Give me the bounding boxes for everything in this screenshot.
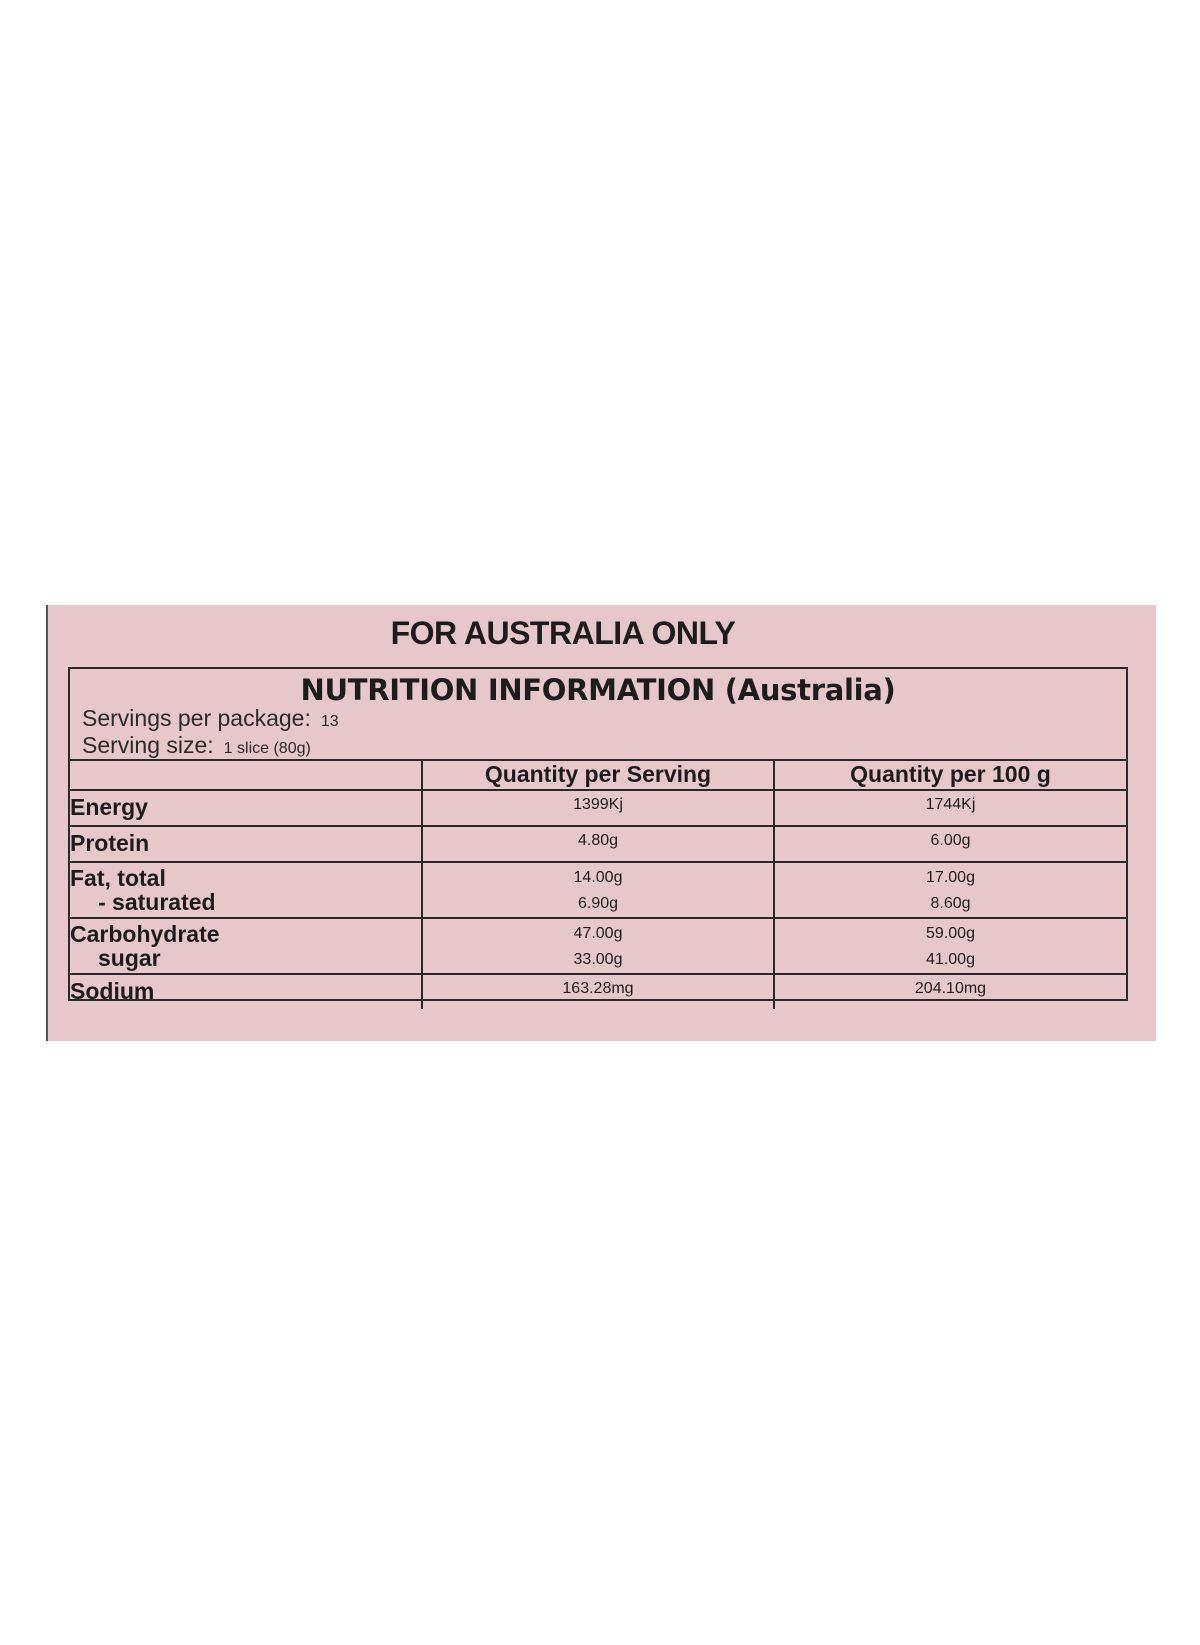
nutrition-label bbox=[68, 667, 1128, 1004]
nutrient-name-cell bbox=[70, 862, 422, 918]
nutrient-name: Sodium bbox=[70, 974, 422, 1009]
servings-value: 13 bbox=[320, 713, 339, 730]
per-100g-value: 17.00g bbox=[926, 869, 975, 886]
servings-label: Servings per package: bbox=[82, 705, 311, 731]
nutrient-name: Energy bbox=[70, 790, 422, 826]
per-serving-value: 1399Kj bbox=[422, 790, 774, 826]
column-header-per-serving: Quantity per Serving bbox=[422, 759, 774, 790]
nutrient-name: Carbohydrate bbox=[70, 921, 220, 947]
per-serving-value: 47.00g bbox=[573, 925, 623, 942]
servings-per-package bbox=[82, 705, 339, 732]
sub-per-serving-value: 6.90g bbox=[577, 895, 619, 912]
table-row bbox=[70, 918, 1126, 974]
per-serving-cell bbox=[422, 918, 774, 974]
column-header-per-100g: Quantity per 100 g bbox=[774, 759, 1126, 790]
table-header-row bbox=[70, 759, 1126, 790]
column-header-nutrient bbox=[70, 759, 422, 790]
table-row bbox=[70, 974, 1126, 1009]
table-row bbox=[70, 862, 1126, 918]
serving-size bbox=[82, 732, 311, 759]
nutrient-name-cell bbox=[70, 918, 422, 974]
sub-per-100g-value: 41.00g bbox=[926, 951, 975, 968]
sub-nutrient-name: - saturated bbox=[98, 889, 216, 915]
nutrient-name: Protein bbox=[70, 826, 422, 862]
nutrient-name: Fat, total bbox=[70, 865, 166, 891]
per-serving-value: 163.28mg bbox=[422, 974, 774, 1009]
per-100g-cell bbox=[774, 918, 1126, 974]
per-100g-value: 1744Kj bbox=[774, 790, 1126, 826]
table-row bbox=[70, 790, 1126, 826]
per-serving-value: 14.00g bbox=[573, 869, 623, 886]
label-title: NUTRITION INFORMATION (Australia) bbox=[300, 673, 896, 707]
per-serving-cell bbox=[422, 862, 774, 918]
serving-size-value: 1 slice (80g) bbox=[223, 740, 311, 757]
region-banner: FOR AUSTRALIA ONLY bbox=[390, 615, 736, 651]
per-serving-value: 4.80g bbox=[422, 826, 774, 862]
per-100g-value: 6.00g bbox=[774, 826, 1126, 862]
serving-size-label: Serving size: bbox=[82, 732, 214, 758]
nutrition-table bbox=[70, 759, 1126, 1009]
nutrition-panel bbox=[46, 605, 1156, 1041]
sub-per-serving-value: 33.00g bbox=[573, 951, 623, 968]
per-100g-cell bbox=[774, 862, 1126, 918]
label-header bbox=[70, 669, 1126, 761]
per-100g-value: 204.10mg bbox=[914, 980, 987, 997]
table-row bbox=[70, 826, 1126, 862]
sub-per-100g-value: 8.60g bbox=[930, 895, 971, 912]
per-100g-value: 59.00g bbox=[926, 925, 975, 942]
sub-nutrient-name: sugar bbox=[98, 945, 161, 971]
